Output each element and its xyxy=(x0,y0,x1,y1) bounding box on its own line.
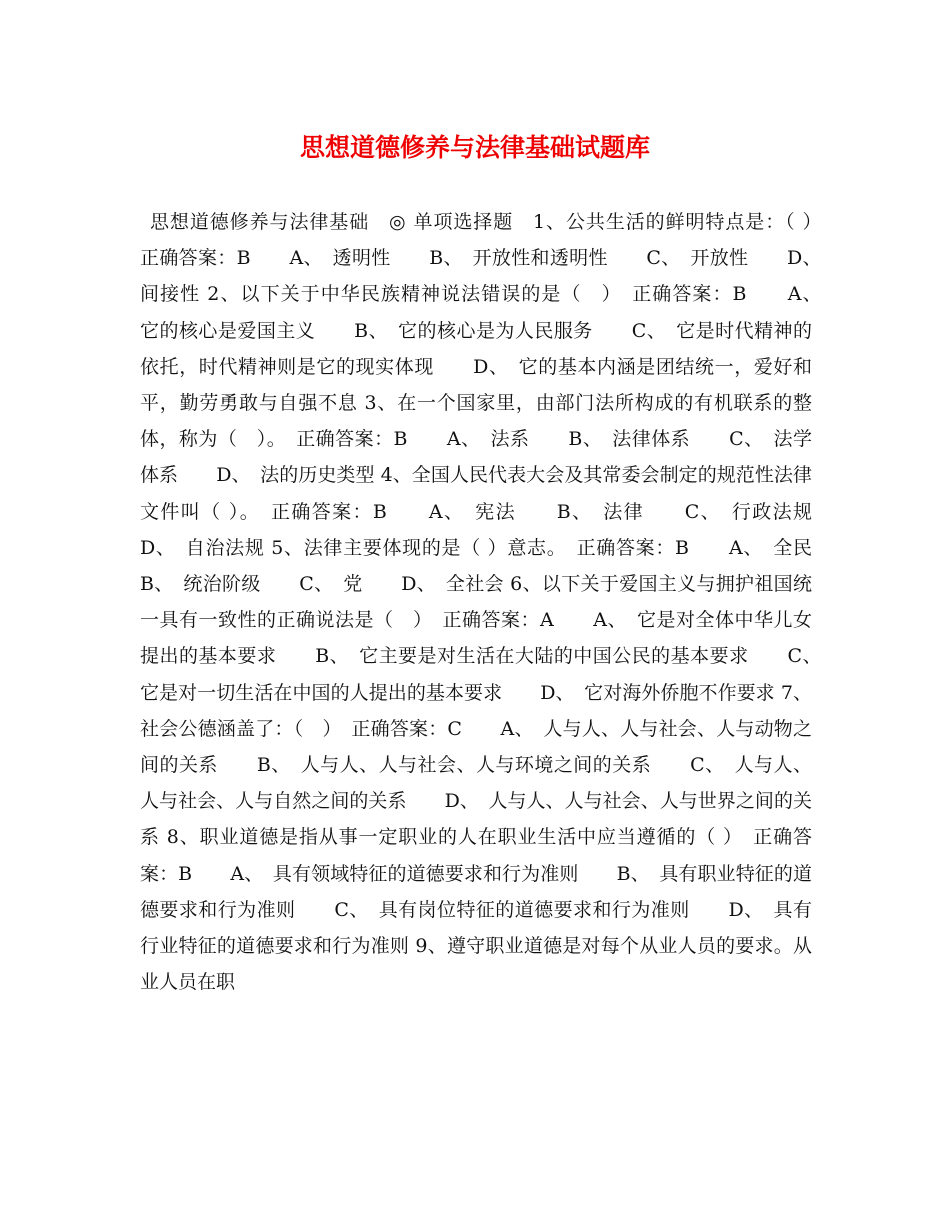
document-body-text: 思想道德修养与法律基础 ◎ 单项选择题 1、公共生活的鲜明特点是：（ ） 正确答案：B A、 透明性 B、 开放性和透明性 C、 开放性 D、 间接性 2、以下关于中华民族精神说法错误的是（ ） 正确答案：B A、 它的核心是爱国主义 B、 它的核心是为人民服务 C、 它是时代精神的依托，时代精神则是它的现实体现 D、 它的基本内涵是团结统一，爱好和平，勤劳勇敢与自强不息 3、在一个国家里，由部门法所构成的有机联系的整体，称为（ ）。 正确答案：B A、 法系 B、 法律体系 C、 法学体系 D、 法的历史类型 4、全国人民代表大会及其常委会制定的规范性法律文件叫（ ）。 正确答案：B A、 宪法 B、 法律 C、 行政法规 D、 自治法规 5、法律主要体现的是（ ）意志。 正确答案：B A、 全民 B、 统治阶级 C、 党 D、 全社会 6、以下关于爱国主义与拥护祖国统一具有一致性的正确说法是（ ） 正确答案：A A、 它是对全体中华儿女提出的基本要求 B、 它主要是对生活在大陆的中国公民的基本要求 C、 它是对一切生活在中国的人提出的基本要求 D、 它对海外侨胞不作要求 7、社会公德涵盖了：（ ） 正确答案：C A、 人与人、人与社会、人与动物之间的关系 B、 人与人、人与社会、人与环境之间的关系 C、 人与人、人与社会、人与自然之间的关系 D、 人与人、人与社会、人与世界之间的关系 8、职业道德是指从事一定职业的人在职业生活中应当遵循的（ ） 正确答案：B A、 具有领域特征的道德要求和行为准则 B、 具有职业特征的道德要求和行为准则 C、 具有岗位特征的道德要求和行为准则 D、 具有行业特征的道德要求和行为准则 9、遵守职业道德是对每个从业人员的要求。从业人员在职 xyxy=(140,211,851,994)
document-title: 思想道德修养与法律基础试题库 xyxy=(299,133,650,162)
